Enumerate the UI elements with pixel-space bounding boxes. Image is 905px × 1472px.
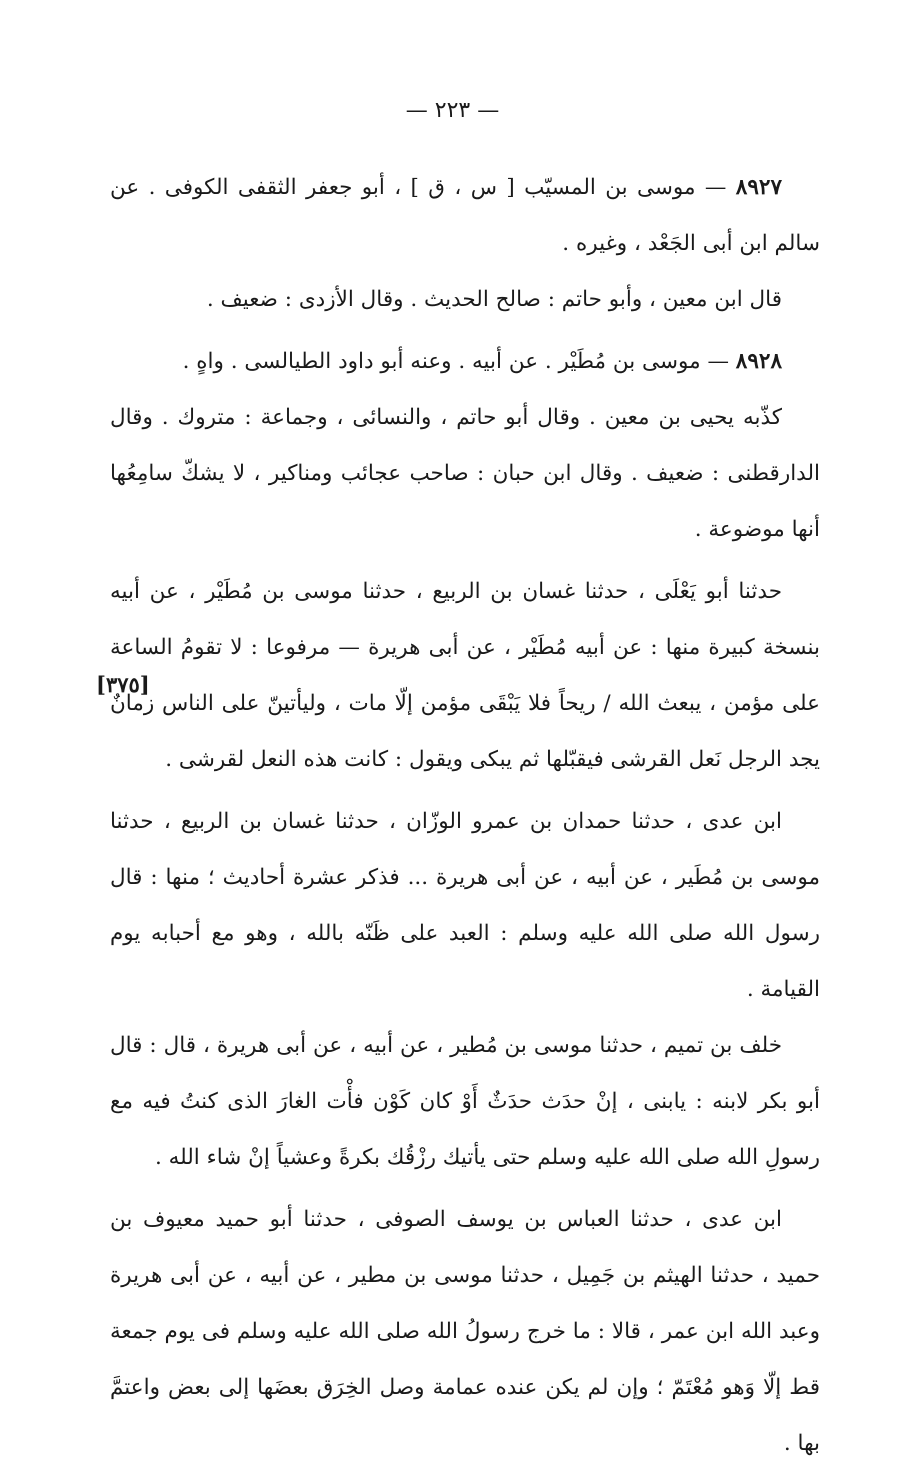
page-number: — ٢٢٣ — (405, 98, 500, 123)
entry-number: ٨٩٢٨ (735, 349, 782, 374)
paragraph-hadith-4: ابن عدى ، حدثنا العباس بن يوسف الصوفى ، حدثنا أبو حميد معيوف بن حميد ، حدثنا الهيثم بن جَمِيل ، حدثنا موسى بن مطير ، عن أبيه ، عن أبى هريرة وعبد الله ابن عمر ، قالا : ما خرج رسولُ الله صلى الله عليه وسلم فى يوم جمعة قط إلّا وَهو مُعْتَمّ ؛ وإن لم يكن عنده عمامة وصل الخِرَق بعضَها إلى بعض واعتمَّ بها . (110, 1207, 820, 1456)
entry-8927 (110, 160, 820, 272)
paragraph-text: — موسى بن مُطَيْر . عن أبيه . وعنه أبو داود الطيالسى . واهٍ . (182, 349, 736, 374)
paragraph-criticism: كذّبه يحيى بن معين . وقال أبو حاتم ، والنسائى ، وجماعة : متروك . وقال الدارقطنى : ضعيف . وقال ابن حبان : صاحب عجائب ومناكير ، لا يشكّ سامِعُها أنها موضوعة . (110, 405, 820, 542)
margin-reference: [٣٧٥] (96, 672, 150, 697)
paragraph-hadith-3: خلف بن تميم ، حدثنا موسى بن مُطير ، عن أبيه ، عن أبى هريرة ، قال : قال أبو بكر لابنه : يابنى ، إنْ حدَث حدَثٌ أَوْ كان كَوْن فأْت الغارَ الذى كنتُ فيه مع رسولِ الله صلى الله عليه وسلم حتى يأتيك رزْقُك بكرةً وعشياً إنْ شاء الله . (110, 1033, 820, 1170)
paragraph-grading: قال ابن معين ، وأبو حاتم : صالح الحديث . وقال الأزدى : ضعيف . (206, 287, 782, 312)
paragraph-hadith-1: حدثنا أبو يَعْلَى ، حدثنا غسان بن الربيع ، حدثنا موسى بن مُطَيْر ، عن أبيه بنسخة كبيرة منها : عن أبيه مُطَيْر ، عن أبى هريرة — مرفوعا : لا تقومُ الساعة على مؤمن ، يبعث الله / ريحاً فلا يَبْقَى مؤمن إلّا مات ، وليأتينّ على الناس زمانٌ يجد الرجل نَعل القرشى فيقبّلها ثم يبكى ويقول : كانت هذه النعل لقرشى . (110, 579, 820, 772)
paragraph-hadith-2: ابن عدى ، حدثنا حمدان بن عمرو الوزّان ، حدثنا غسان بن الربيع ، حدثنا موسى بن مُطَير ، عن أبيه ، عن أبى هريرة ... فذكر عشرة أحاديث ؛ منها : قال رسول الله صلى الله عليه وسلم : العبد على ظَنّه بالله ، وهو مع أحبابه يوم القيامة . (110, 809, 820, 1002)
entry-number: ٨٩٢٧ (735, 175, 782, 200)
entry-8928 (110, 334, 820, 390)
paragraph-text: — موسى بن المسيّب [ س ، ق ] ، أبو جعفر الثقفى الكوفى . عن سالم ابن أبى الجَعْد ، وغيره . (110, 175, 820, 256)
page-body (110, 160, 820, 1472)
